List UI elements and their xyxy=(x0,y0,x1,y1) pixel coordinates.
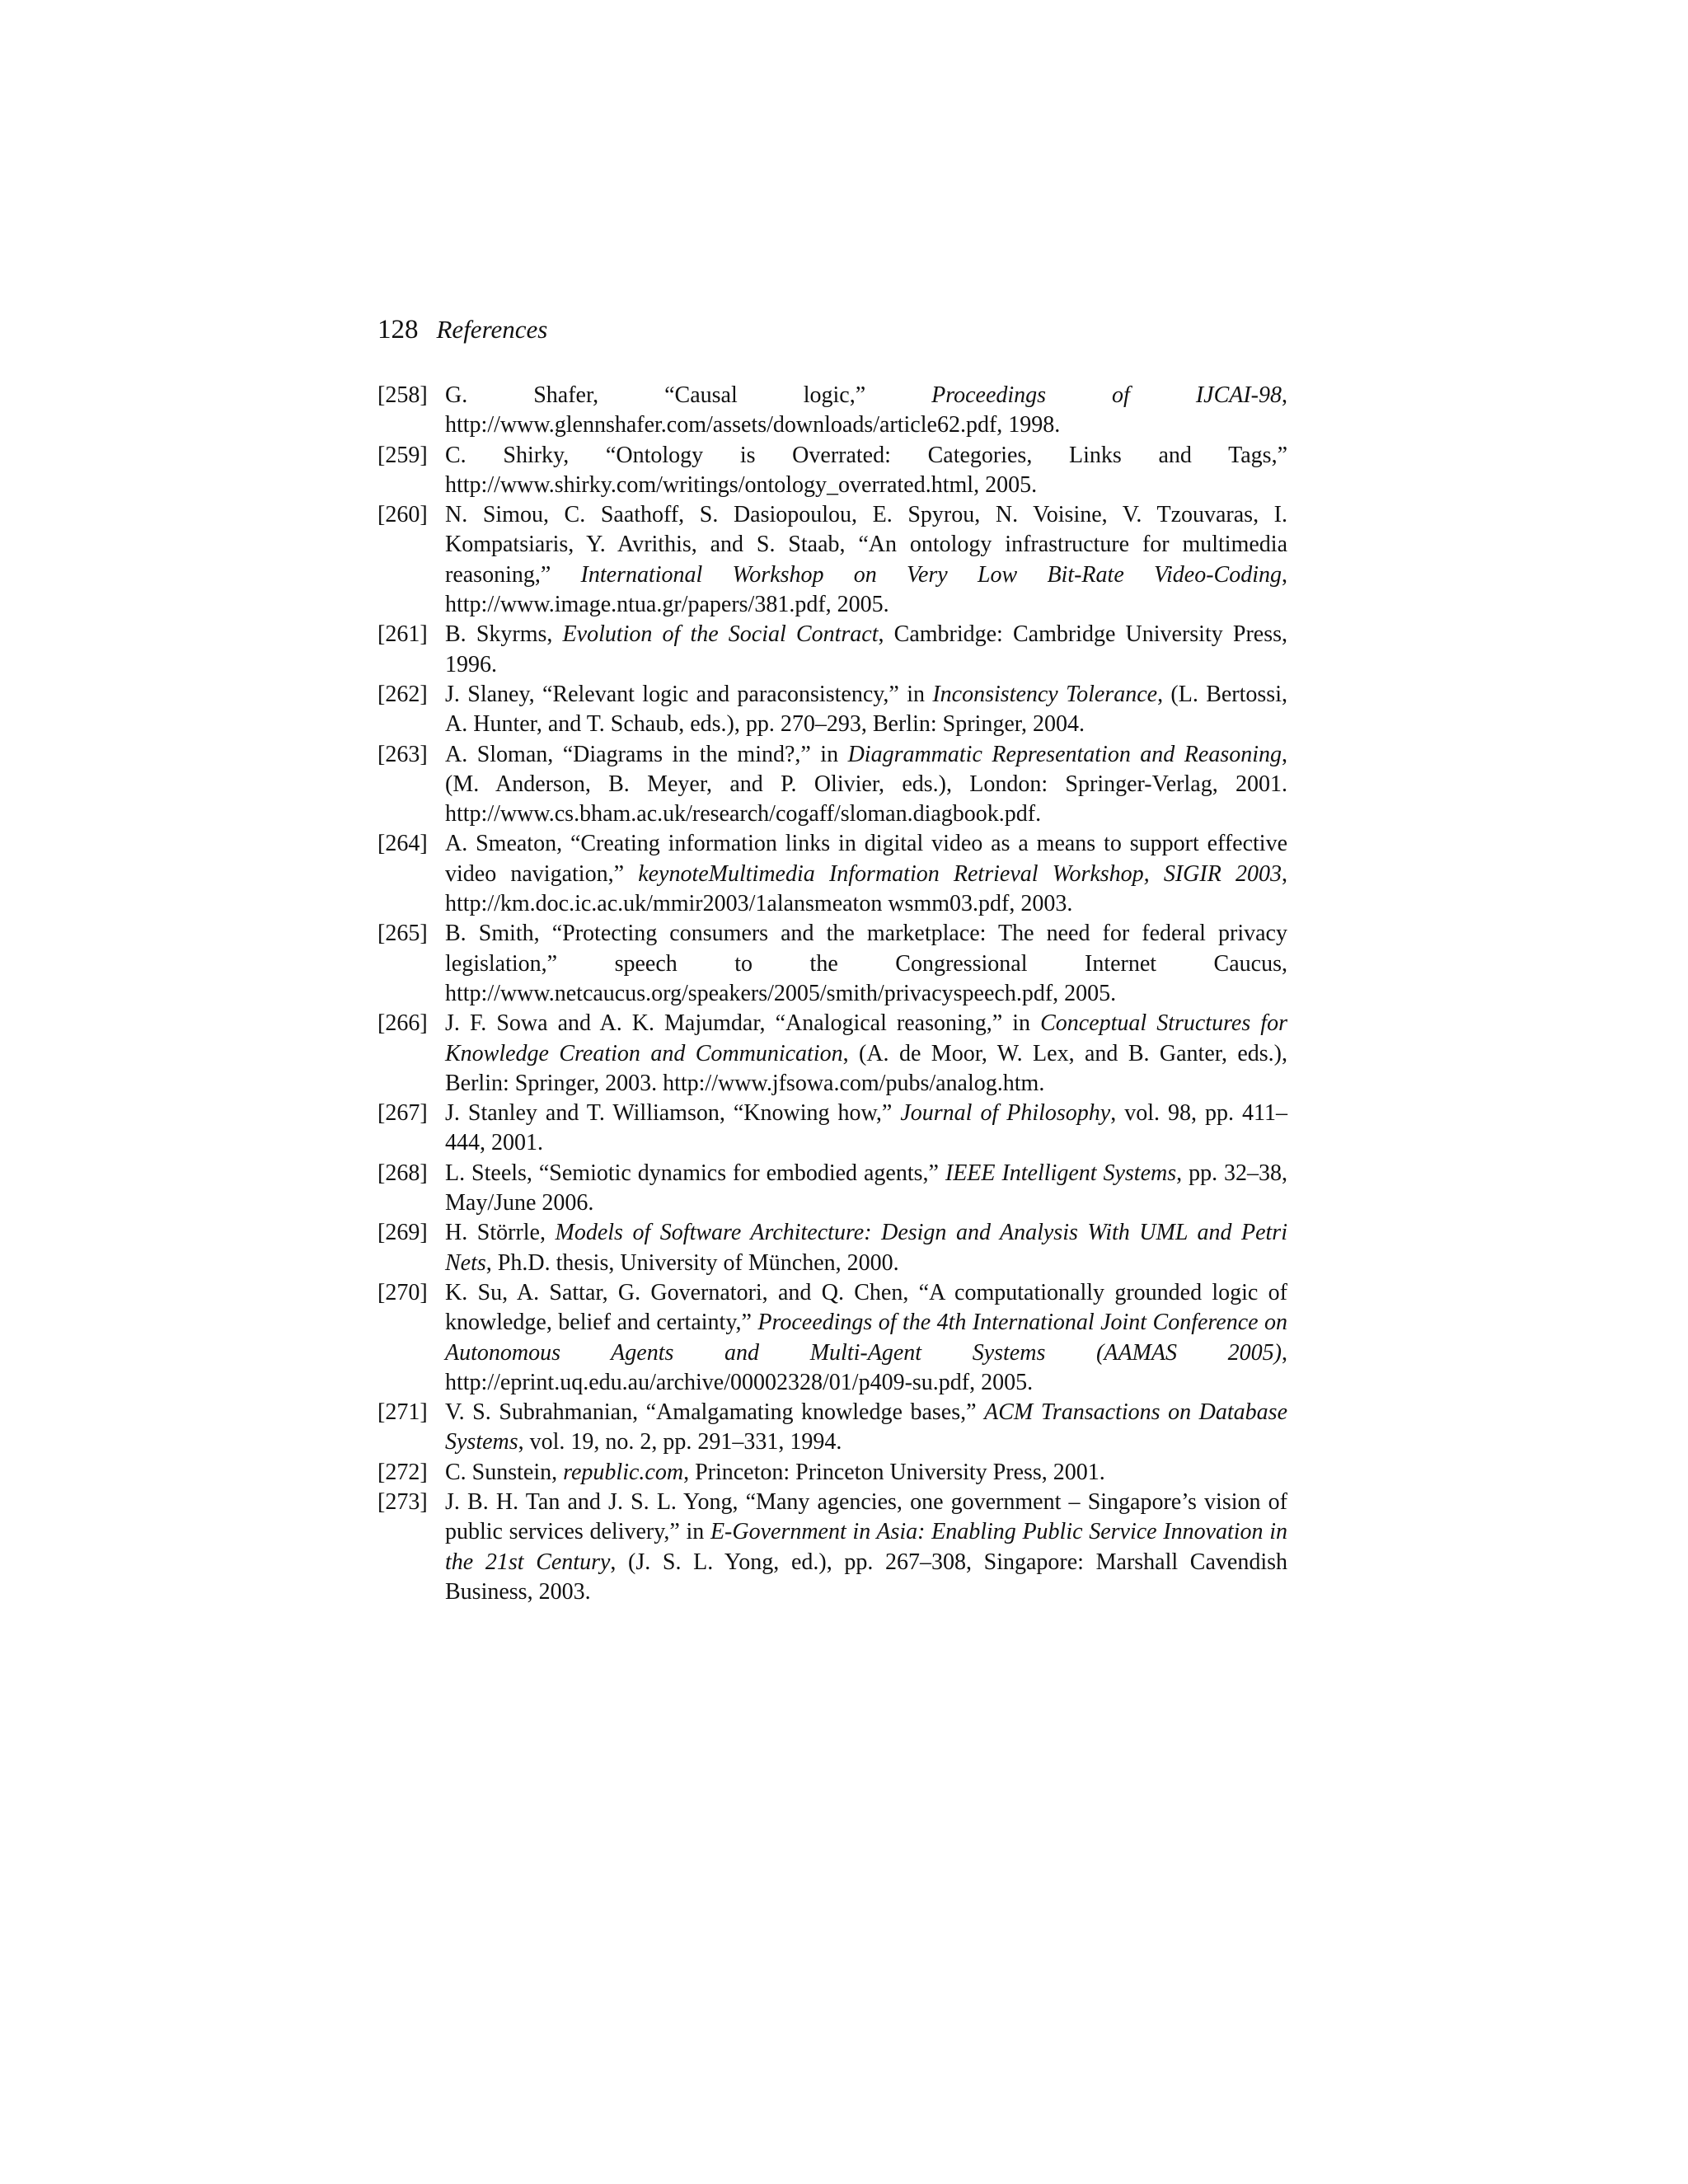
reference-number: [268] xyxy=(377,1160,428,1186)
reference-italic-title: Proceedings of IJCAI-98 xyxy=(931,382,1282,408)
reference-text xyxy=(445,1218,1287,1278)
reference-italic-title: E-Government in Asia: Enabling Public Service Innovation in the 21st Century xyxy=(445,1519,1287,1575)
reference-item xyxy=(377,1218,1287,1278)
reference-number: [273] xyxy=(377,1488,428,1515)
reference-number: [262] xyxy=(377,681,428,707)
reference-text xyxy=(445,740,1287,830)
reference-text xyxy=(445,1398,1287,1458)
running-title: References xyxy=(436,315,548,344)
reference-number: [265] xyxy=(377,921,428,947)
reference-text xyxy=(445,1488,1287,1607)
reference-segment: N. Simou, C. Saathoff, S. Dasiopoulou, E. Spyrou, N. Voisine, V. Tzouvaras, I. Kompatsiaris, Y. Avrithis, and S. Staab, “An ontology infrastructure for multimedia reasoning,” xyxy=(445,502,1287,588)
reference-text xyxy=(445,500,1287,620)
page-header xyxy=(377,312,1292,348)
reference-segment: C. Sunstein, xyxy=(445,1459,564,1485)
reference-italic-title: republic.com xyxy=(563,1459,684,1485)
reference-segment: J. Stanley and T. Williamson, “Knowing how,” xyxy=(445,1100,901,1127)
reference-italic-title: Models of Software Architecture: Design and Analysis With UML and Petri Nets xyxy=(445,1220,1287,1276)
reference-item xyxy=(377,1488,1287,1607)
reference-segment: B. Skyrms, xyxy=(445,621,563,648)
reference-italic-title: IEEE Intelligent Systems xyxy=(945,1160,1177,1186)
reference-italic-title: Journal of Philosophy xyxy=(900,1100,1111,1127)
reference-item xyxy=(377,381,1287,441)
page-number: 128 xyxy=(377,315,419,344)
reference-segment: , Ph.D. thesis, University of München, 2000. xyxy=(485,1249,899,1276)
reference-segment: J. F. Sowa and A. K. Majumdar, “Analogical reasoning,” in xyxy=(445,1010,1041,1037)
reference-segment: , (J. S. L. Yong, ed.), pp. 267–308, Singapore: Marshall Cavendish Business, 2003. xyxy=(445,1549,1288,1605)
reference-segment: , http://www.glennshafer.com/assets/downloads/article62.pdf, 1998. xyxy=(445,382,1287,438)
reference-item xyxy=(377,620,1287,680)
reference-segment: , Princeton: Princeton University Press, 2001. xyxy=(683,1459,1105,1485)
reference-number: [266] xyxy=(377,1010,428,1037)
reference-number: [259] xyxy=(377,442,428,468)
reference-segment: , http://km.doc.ic.ac.uk/mmir2003/1alansmeaton wsmm03.pdf, 2003. xyxy=(445,860,1287,917)
reference-segment: K. Su, A. Sattar, G. Governatori, and Q. Chen, “A computationally grounded logic of knowledge, belief and certainty,” xyxy=(445,1279,1287,1336)
reference-italic-title: Proceedings of the 4th International Joint Conference on Autonomous Agents and Multi-Agent Systems (AAMAS 2005) xyxy=(445,1310,1288,1366)
reference-text xyxy=(445,1009,1287,1099)
reference-text xyxy=(445,829,1287,919)
reference-segment: , (M. Anderson, B. Meyer, and P. Olivier, eds.), London: Springer-Verlag, 2001. http://www.cs.bham.ac.uk/research/cogaff/sloman.diagbook.pdf. xyxy=(445,741,1287,827)
reference-item xyxy=(377,441,1287,501)
reference-italic-title: Diagrammatic Representation and Reasoning xyxy=(847,741,1282,767)
reference-text xyxy=(445,620,1287,680)
reference-segment: , (L. Bertossi, A. Hunter, and T. Schaub, eds.), pp. 270–293, Berlin: Springer, 2004. xyxy=(445,681,1287,738)
reference-segment: A. Sloman, “Diagrams in the mind?,” in xyxy=(445,741,848,767)
reference-item xyxy=(377,829,1287,919)
reference-segment: , http://eprint.uq.edu.au/archive/00002328/01/p409-su.pdf, 2005. xyxy=(445,1339,1287,1395)
reference-text xyxy=(445,919,1287,1009)
reference-number: [271] xyxy=(377,1399,428,1426)
reference-number: [264] xyxy=(377,831,428,857)
reference-item xyxy=(377,680,1287,740)
reference-item xyxy=(377,919,1287,1009)
reference-italic-title: keynoteMultimedia Information Retrieval Workshop, SIGIR 2003 xyxy=(638,860,1282,887)
reference-segment: , vol. 19, no. 2, pp. 291–331, 1994. xyxy=(518,1429,842,1455)
reference-number: [267] xyxy=(377,1100,428,1127)
reference-item xyxy=(377,1099,1287,1159)
reference-number: [269] xyxy=(377,1220,428,1246)
reference-item xyxy=(377,1398,1287,1458)
reference-number: [260] xyxy=(377,502,428,528)
reference-segment: J. Slaney, “Relevant logic and paraconsistency,” in xyxy=(445,681,933,707)
reference-italic-title: ACM Transactions on Database Systems xyxy=(445,1399,1287,1455)
reference-number: [258] xyxy=(377,382,428,408)
reference-item xyxy=(377,500,1287,620)
reference-segment: V. S. Subrahmanian, “Amalgamating knowledge bases,” xyxy=(445,1399,985,1426)
reference-number: [270] xyxy=(377,1279,428,1305)
reference-segment: C. Shirky, “Ontology is Overrated: Categories, Links and Tags,” http://www.shirky.com/writings/ontology_overrated.html, 2005. xyxy=(445,442,1287,498)
reference-segment: G. Shafer, “Causal logic,” xyxy=(445,382,932,408)
reference-segment: L. Steels, “Semiotic dynamics for embodied agents,” xyxy=(445,1160,945,1186)
reference-number: [263] xyxy=(377,741,428,767)
reference-item xyxy=(377,1278,1287,1398)
reference-segment: H. Störrle, xyxy=(445,1220,556,1246)
reference-italic-title: International Workshop on Very Low Bit-Rate Video-Coding xyxy=(580,561,1282,588)
reference-number: [272] xyxy=(377,1459,428,1485)
reference-text xyxy=(445,1159,1287,1219)
reference-text xyxy=(445,381,1287,441)
reference-italic-title: Conceptual Structures for Knowledge Creation and Communication xyxy=(445,1010,1287,1066)
reference-item xyxy=(377,1159,1287,1219)
reference-segment: J. B. H. Tan and J. S. L. Yong, “Many agencies, one government – Singapore’s vision of public services delivery,” in xyxy=(445,1488,1287,1545)
reference-segment: , pp. 32–38, May/June 2006. xyxy=(445,1160,1288,1216)
reference-item xyxy=(377,740,1287,830)
reference-text xyxy=(445,1099,1287,1159)
reference-segment: , Cambridge: Cambridge University Press, 1996. xyxy=(445,621,1287,677)
reference-list xyxy=(377,381,1287,1607)
reference-item xyxy=(377,1458,1287,1488)
reference-text xyxy=(445,1458,1287,1488)
reference-segment: , http://www.image.ntua.gr/papers/381.pdf, 2005. xyxy=(445,561,1287,618)
reference-segment: B. Smith, “Protecting consumers and the marketplace: The need for federal privacy legislation,” speech to the Congressional Internet Caucus, http://www.netcaucus.org/speakers/2005/smith/privacyspeech.pdf, 2005. xyxy=(445,921,1287,1006)
reference-segment: A. Smeaton, “Creating information links in digital video as a means to support effective video navigation,” xyxy=(445,831,1287,887)
reference-item xyxy=(377,1009,1287,1099)
reference-text xyxy=(445,441,1287,501)
reference-italic-title: Inconsistency Tolerance xyxy=(932,681,1158,707)
reference-number: [261] xyxy=(377,621,428,648)
reference-segment: , (A. de Moor, W. Lex, and B. Ganter, eds.), Berlin: Springer, 2003. http://www.jfsowa.com/pubs/analog.htm. xyxy=(445,1040,1288,1096)
reference-text xyxy=(445,1278,1287,1398)
reference-italic-title: Evolution of the Social Contract xyxy=(562,621,879,648)
reference-segment: , vol. 98, pp. 411–444, 2001. xyxy=(445,1100,1287,1156)
reference-text xyxy=(445,680,1287,740)
